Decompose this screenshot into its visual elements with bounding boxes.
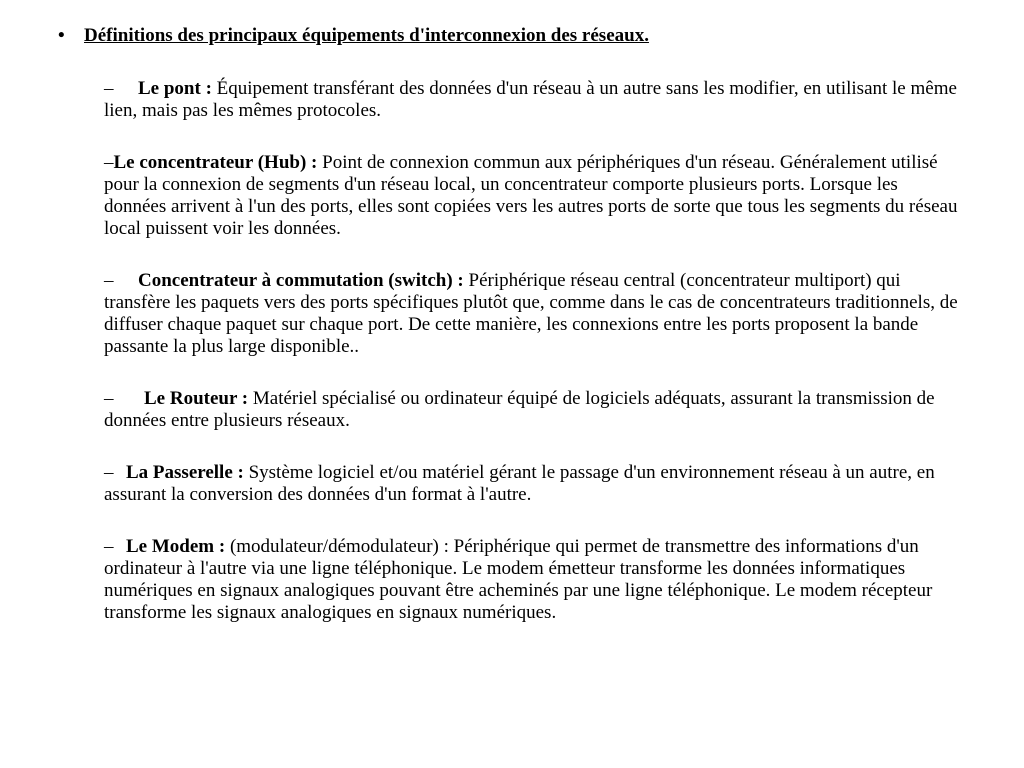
definition-text: (modulateur/démodulateur) : Périphérique qui permet de transmettre des informations d'un ordinateur à l'autre via une ligne téléphonique. Le modem émetteur transforme les données informatiques numériques en signaux analogiques pouvant être acheminés par une ligne téléphonique. Le modem récepteur transforme les signaux analogiques en signaux numériques. [104,536,933,623]
definition-term: Le Modem : [126,536,226,557]
definition-item-modem [104,536,964,624]
dash-marker: – [104,270,114,291]
definition-text: Périphérique réseau central (concentrateur multiport) qui transfère les paquets vers des ports spécifiques plutôt que, comme dans le cas de concentrateurs traditionnels, de diffuser chaque paquet sur chaque port. De cette manière, les connexions entre les ports proposent la bande passante la plus large disponible.. [104,270,958,357]
definition-item-pont [104,78,964,122]
definition-list [104,78,964,654]
definition-term: Le Routeur : [144,388,249,409]
definition-item-passerelle [104,462,964,506]
dash-marker: – [104,388,114,409]
definition-text: Point de connexion commun aux périphériques d'un réseau. Généralement utilisé pour la connexion de segments d'un réseau local, un concentrateur comporte plusieurs ports. Lorsque les données arrivent à l'un des ports, elles sont copiées vers les autres ports de sorte que tous les segments du réseau local puissent voir les données. [104,152,958,239]
dash-marker: – [104,536,114,557]
definition-term: Le concentrateur (Hub) : [113,152,318,173]
definition-term: La Passerelle : [126,462,244,483]
definition-item-hub [104,152,964,240]
definition-text: Équipement transférant des données d'un réseau à un autre sans les modifier, en utilisant le même lien, mais pas les mêmes protocoles. [104,78,957,121]
slide-heading [58,24,649,48]
definition-term: Concentrateur à commutation (switch) : [138,270,464,291]
definition-item-switch [104,270,964,358]
dash-marker: – [104,152,114,173]
dash-marker: – [104,462,114,483]
definition-text: Matériel spécialisé ou ordinateur équipé de logiciels adéquats, assurant la transmission de données entre plusieurs réseaux. [104,388,935,431]
dash-marker: – [104,78,114,99]
definition-text: Système logiciel et/ou matériel gérant le passage d'un environnement réseau à un autre, en assurant la conversion des données d'un format à l'autre. [104,462,935,505]
heading-text: Définitions des principaux équipements d'interconnexion des réseaux. [84,25,649,46]
bullet-point: • [58,25,65,46]
definition-item-routeur [104,388,964,432]
definition-term: Le pont : [138,78,212,99]
